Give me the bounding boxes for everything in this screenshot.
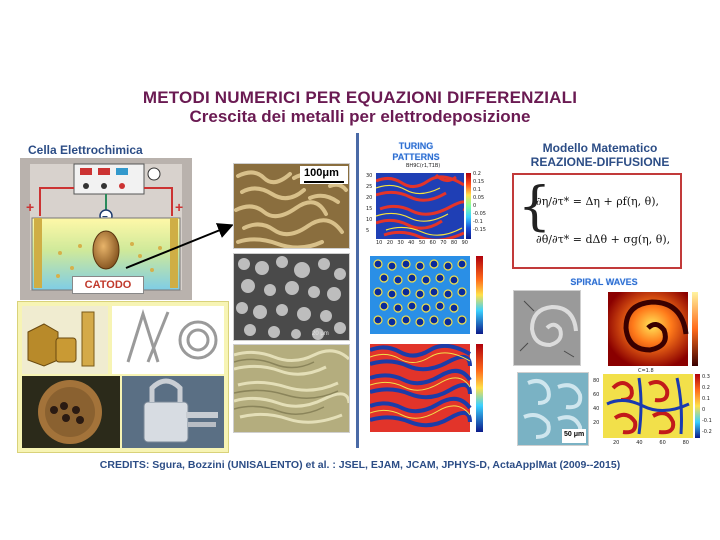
turing-y-tick: 15 [366,206,373,212]
spiral-micrograph-bottom [517,372,589,446]
turing-label [378,141,454,163]
spiral-simulation-multi [593,374,713,448]
turing-cbar-tick: 0.15 [473,179,485,185]
spiral-x-tick: 80 [682,440,689,446]
metal-objects-photo [17,301,229,453]
spiral-micrograph [513,290,581,366]
turing-cbar-tick: -0.15 [473,227,486,233]
svg-text:+: + [175,199,184,215]
turing-x-tick: 10 [376,240,383,246]
spiral-cbar-tick: 0.1 [702,396,710,402]
turing-x-tick: 40 [408,240,415,246]
spiral-x-ticks [613,440,689,446]
turing-plot-stripes [370,344,490,434]
spiral-cbar-tick: 0.2 [702,385,710,391]
arrow-connector [120,210,240,280]
turing-plot-header: BH9C(r1,T1B) [406,163,441,169]
model-label [500,141,700,169]
svg-text:+: + [26,199,35,215]
scale-bar-top: 100μm [304,167,339,179]
model-label-line1: Modello Matematico [542,141,658,155]
turing-y-tick: 30 [366,173,373,179]
turing-x-tick: 80 [450,240,458,246]
equation-2: ∂θ/∂τ* = dΔθ + σg(η, θ), [536,233,671,246]
spiral-x-tick: 40 [636,440,643,446]
turing-label-line1: TURING [398,141,434,151]
spiral-simulation [586,290,710,374]
spiral-y-tick: 40 [593,406,600,412]
turing-label-line2: PATTERNS [392,152,440,162]
spiral-cbar-tick: 0 [702,407,706,413]
turing-cbar-tick: -0.1 [473,219,483,225]
equation-1: ∂η/∂τ* = Δη + ρf(η, θ), [536,195,660,208]
turing-plot-labyrinth [366,163,490,249]
brace-icon: { [518,177,552,237]
turing-x-ticks [376,240,468,246]
turing-x-tick: 50 [418,240,426,246]
micrograph-top [233,163,350,249]
scale-bar-bottom: 50 μm [564,431,585,438]
slide-subtitle: Crescita dei metalli per elettrodeposizione [189,107,531,126]
turing-x-tick: 60 [429,240,436,246]
turing-x-tick: 30 [397,240,404,246]
vertical-divider [356,133,359,448]
spiral-cbar-tick: 0.3 [702,374,710,380]
scale-bar-top-line [304,181,344,183]
turing-cbar-tick: -0.05 [473,211,486,217]
turing-y-tick: 20 [366,195,373,201]
model-label-line2: REAZIONE-DIFFUSIONE [530,155,670,169]
cell-label: Cella Elettrochimica [28,143,143,157]
turing-y-tick: 5 [366,228,370,234]
spiral-colorbar [695,374,700,438]
spiral-plot-header: C=1.8 [638,368,654,374]
turing-plot-spots [370,256,490,336]
spiral-x-tick: 60 [659,440,666,446]
turing-plot-area [376,173,464,239]
equation-box [512,173,682,269]
spiral-cbar-tick: -0.2 [702,429,712,435]
turing-x-tick: 70 [440,240,447,246]
turing-y-tick: 25 [366,184,373,190]
turing-cbar-tick: 0.1 [473,187,481,193]
turing-colorbar-ticks [473,171,491,235]
turing-y-ticks [366,173,376,239]
turing-cbar-tick: 0.2 [473,171,481,177]
micrograph-bottom [233,344,350,433]
slide-title: METODI NUMERICI PER EQUAZIONI DIFFERENZIALI [142,88,578,107]
micrograph-middle [233,253,350,341]
spiral-colorbar-ticks [702,374,714,438]
turing-x-tick: 20 [386,240,394,246]
spiral-y-tick: 80 [593,378,600,384]
turing-x-tick: 90 [461,240,468,246]
spiral-y-ticks [593,378,603,434]
turing-y-tick: 10 [366,217,373,223]
credits-line: CREDITS: Sgura, Bozzini (UNISALENTO) et al. : JSEL, EJAM, JCAM, JPHYS-D, ActaApplMat (2009--2015) [99,459,621,471]
scale-bar-mid: 20 μm [312,331,329,337]
turing-colorbar [466,173,471,239]
spiral-label: SPIRAL WAVES [570,277,638,287]
turing-cbar-tick: 0 [473,203,477,209]
turing-cbar-tick: 0.05 [473,195,485,201]
cathode-label: CATODO [72,276,144,294]
spiral-y-tick: 20 [593,420,600,426]
spiral-x-tick: 20 [613,440,620,446]
spiral-y-tick: 60 [593,392,600,398]
spiral-cbar-tick: -0.1 [702,418,712,424]
